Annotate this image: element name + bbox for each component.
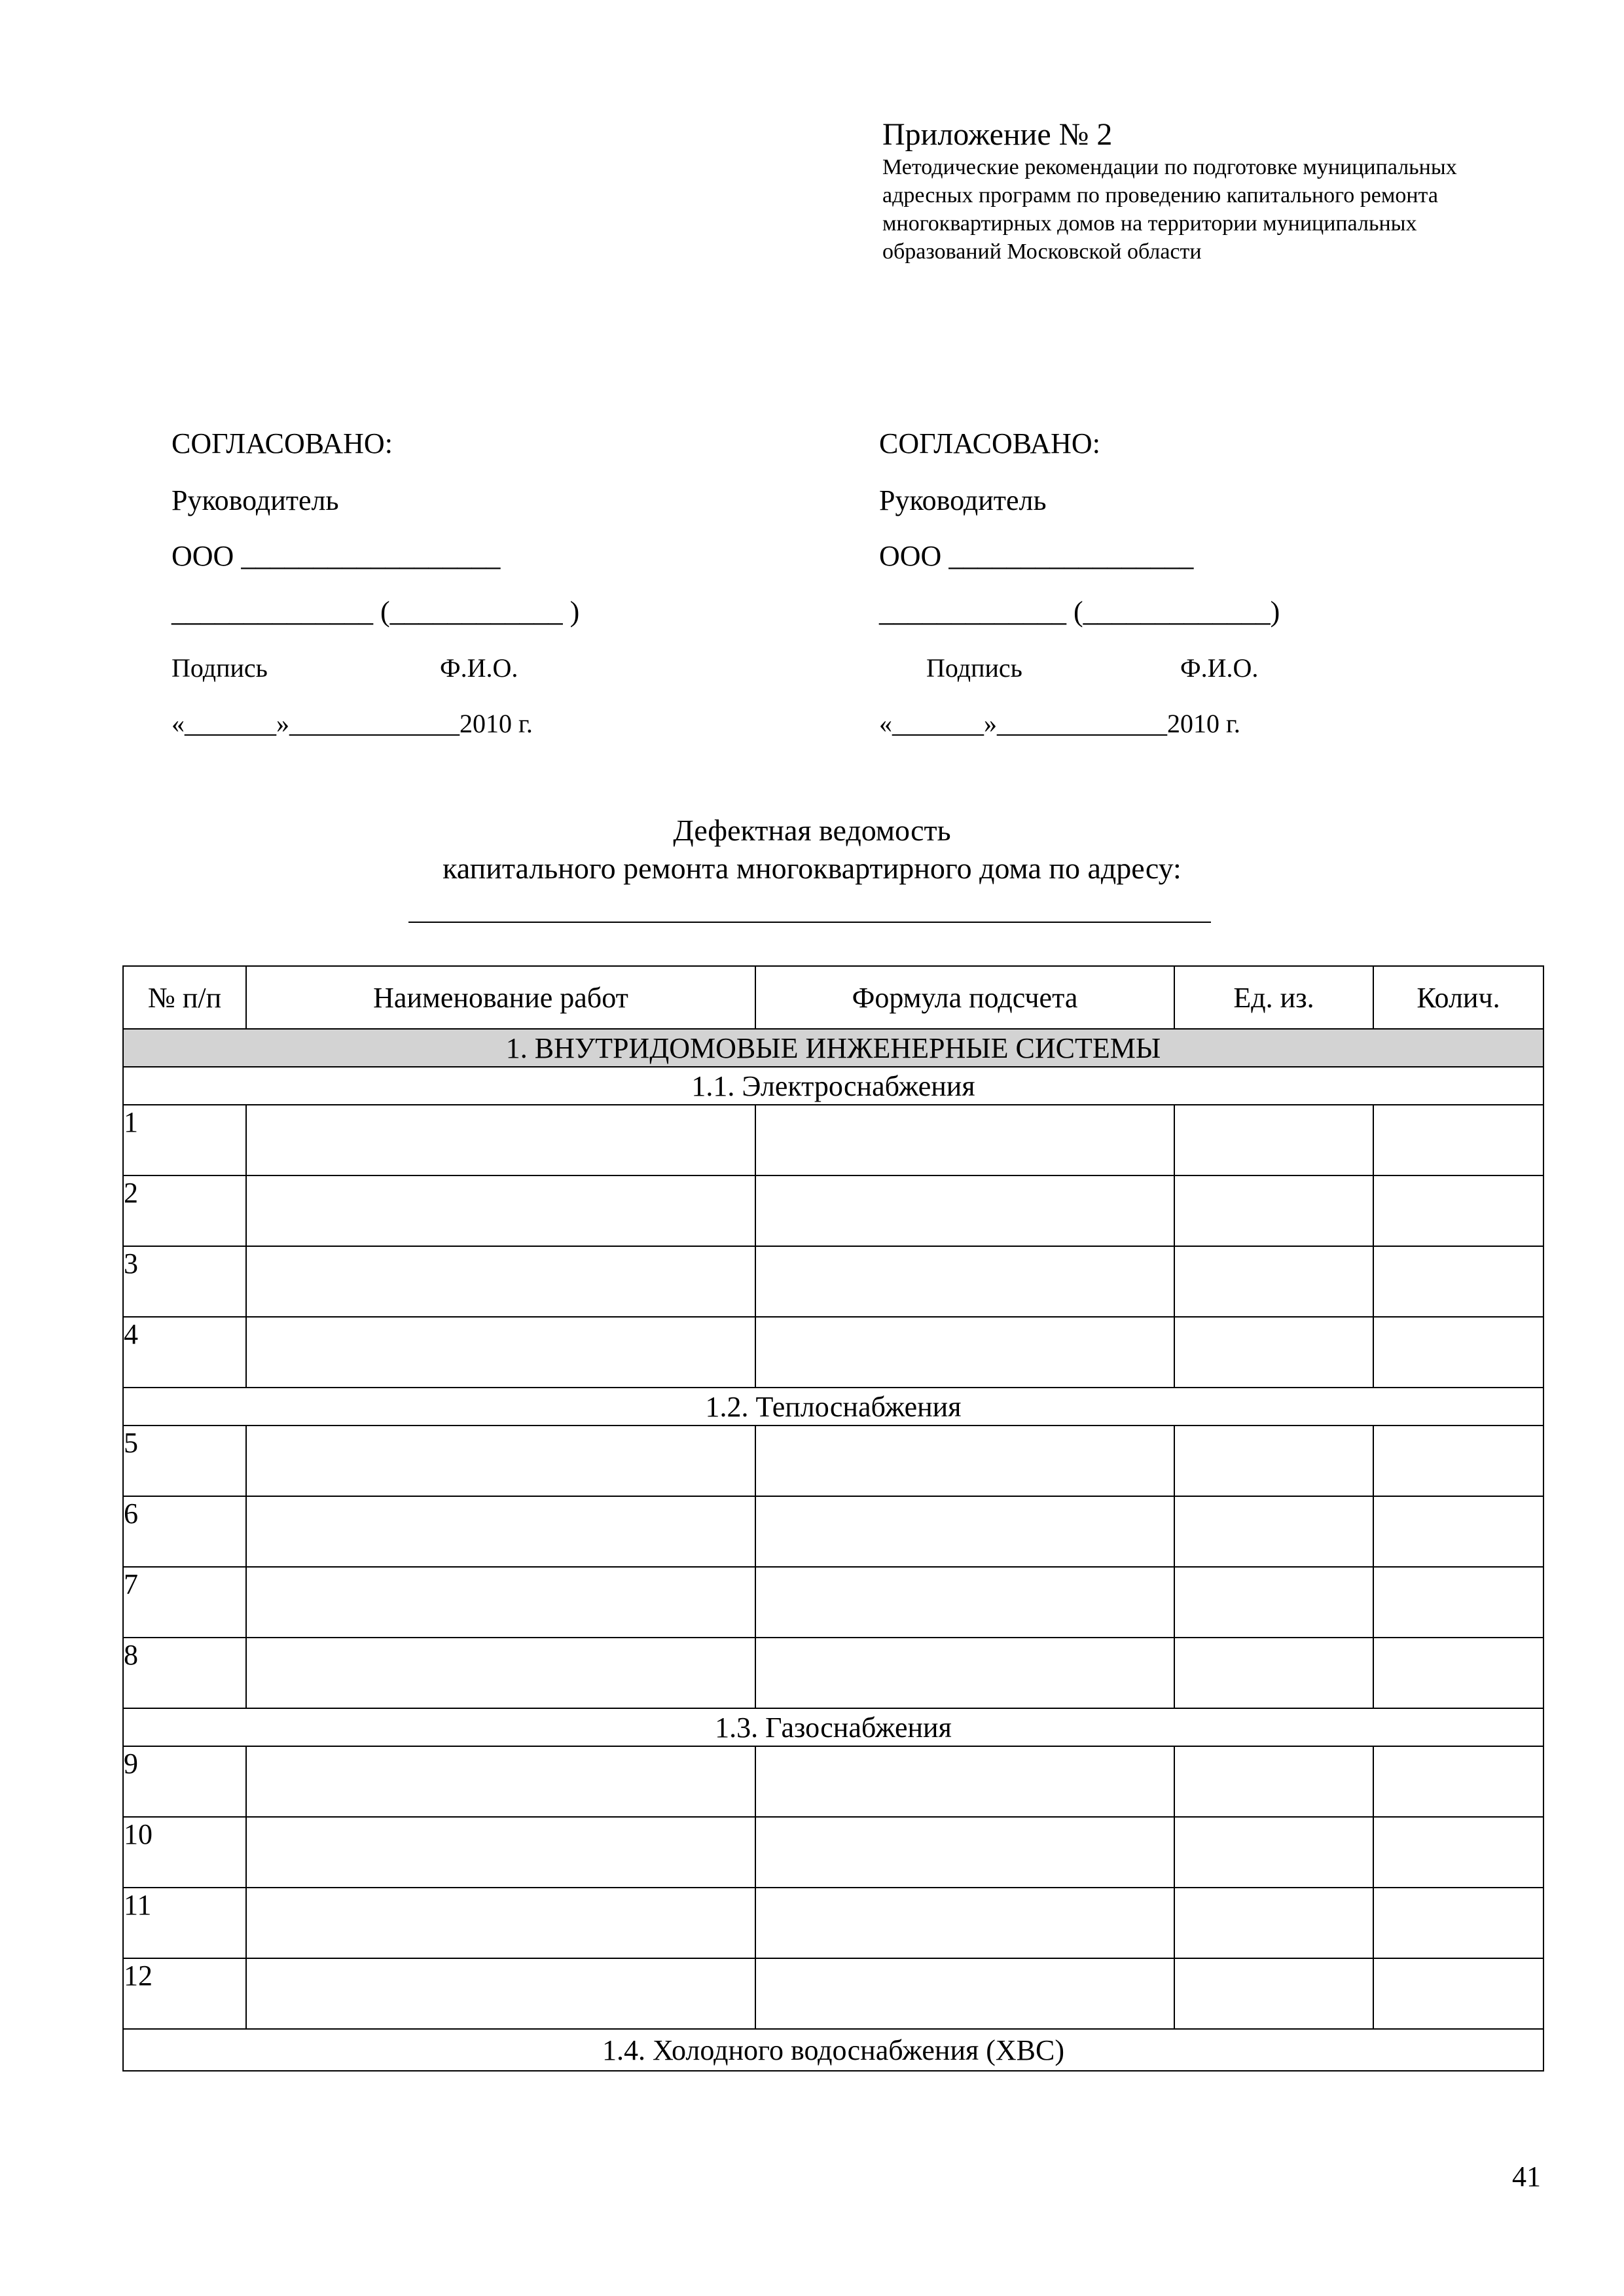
table-header-row bbox=[123, 966, 1543, 1029]
column-header-unit: Ед. из. bbox=[1174, 966, 1373, 1029]
quantity-cell[interactable] bbox=[1373, 1175, 1543, 1246]
quantity-cell[interactable] bbox=[1373, 1888, 1543, 1958]
quantity-cell[interactable] bbox=[1373, 1746, 1543, 1817]
address-underline bbox=[408, 922, 1211, 923]
column-header-work-name: Наименование работ bbox=[246, 966, 755, 1029]
approval-agreed: СОГЛАСОВАНО: bbox=[171, 427, 393, 459]
appendix-line: многоквартирных домов на территории муниципальных bbox=[882, 211, 1417, 236]
formula-cell[interactable] bbox=[755, 1105, 1174, 1175]
table-row bbox=[123, 1817, 1543, 1888]
work-name-cell[interactable] bbox=[246, 1426, 755, 1496]
row-number: 3 bbox=[123, 1246, 246, 1317]
formula-cell[interactable] bbox=[755, 1175, 1174, 1246]
quantity-cell[interactable] bbox=[1373, 1817, 1543, 1888]
formula-cell[interactable] bbox=[755, 1746, 1174, 1817]
quantity-cell[interactable] bbox=[1373, 1426, 1543, 1496]
formula-cell[interactable] bbox=[755, 1317, 1174, 1388]
unit-cell[interactable] bbox=[1174, 1105, 1373, 1175]
table-subsection-row bbox=[123, 1708, 1543, 1746]
page-number: 41 bbox=[1512, 2161, 1541, 2193]
row-number: 12 bbox=[123, 1958, 246, 2029]
quantity-cell[interactable] bbox=[1373, 1496, 1543, 1567]
signature-label: Подпись bbox=[926, 653, 1022, 683]
table-row bbox=[123, 1888, 1543, 1958]
table-row bbox=[123, 1496, 1543, 1567]
work-name-cell[interactable] bbox=[246, 1317, 755, 1388]
row-number: 10 bbox=[123, 1817, 246, 1888]
appendix-line: образований Московской области bbox=[882, 240, 1202, 264]
name-label: Ф.И.О. bbox=[1180, 653, 1259, 683]
row-number: 4 bbox=[123, 1317, 246, 1388]
formula-cell[interactable] bbox=[755, 1638, 1174, 1708]
document-title bbox=[0, 812, 1624, 888]
approval-signature-line: _____________ (_____________) bbox=[879, 596, 1280, 628]
section-title: 1. ВНУТРИДОМОВЫЕ ИНЖЕНЕРНЫЕ СИСТЕМЫ bbox=[123, 1029, 1543, 1067]
subsection-title: 1.1. Электроснабжения bbox=[123, 1067, 1543, 1105]
approval-org: ООО __________________ bbox=[171, 540, 501, 572]
row-number: 6 bbox=[123, 1496, 246, 1567]
column-header-number: № п/п bbox=[123, 966, 246, 1029]
quantity-cell[interactable] bbox=[1373, 1958, 1543, 2029]
unit-cell[interactable] bbox=[1174, 1746, 1373, 1817]
appendix-line: Методические рекомендации по подготовке муниципальных bbox=[882, 155, 1457, 179]
table-row bbox=[123, 1746, 1543, 1817]
table-section-row bbox=[123, 1029, 1543, 1067]
approval-agreed: СОГЛАСОВАНО: bbox=[879, 427, 1100, 459]
formula-cell[interactable] bbox=[755, 1496, 1174, 1567]
quantity-cell[interactable] bbox=[1373, 1246, 1543, 1317]
subsection-title: 1.2. Теплоснабжения bbox=[123, 1388, 1543, 1426]
quantity-cell[interactable] bbox=[1373, 1105, 1543, 1175]
quantity-cell[interactable] bbox=[1373, 1638, 1543, 1708]
quantity-cell[interactable] bbox=[1373, 1567, 1543, 1638]
name-label: Ф.И.О. bbox=[440, 653, 518, 683]
signature-label: Подпись bbox=[171, 653, 268, 683]
approval-head: Руководитель bbox=[879, 484, 1047, 516]
unit-cell[interactable] bbox=[1174, 1567, 1373, 1638]
work-name-cell[interactable] bbox=[246, 1175, 755, 1246]
unit-cell[interactable] bbox=[1174, 1888, 1373, 1958]
formula-cell[interactable] bbox=[755, 1426, 1174, 1496]
title-line: капитального ремонта многоквартирного дома по адресу: bbox=[442, 852, 1182, 885]
table-subsection-row bbox=[123, 1388, 1543, 1426]
unit-cell[interactable] bbox=[1174, 1246, 1373, 1317]
table-subsection-row bbox=[123, 1067, 1543, 1105]
approval-date: «_______»_____________2010 г. bbox=[171, 709, 533, 738]
work-name-cell[interactable] bbox=[246, 1246, 755, 1317]
work-name-cell[interactable] bbox=[246, 1746, 755, 1817]
approval-head: Руководитель bbox=[171, 484, 339, 516]
table-row bbox=[123, 1638, 1543, 1708]
quantity-cell[interactable] bbox=[1373, 1317, 1543, 1388]
table-row bbox=[123, 1175, 1543, 1246]
formula-cell[interactable] bbox=[755, 1246, 1174, 1317]
unit-cell[interactable] bbox=[1174, 1817, 1373, 1888]
work-name-cell[interactable] bbox=[246, 1817, 755, 1888]
approval-signature-line: ______________ (____________ ) bbox=[171, 596, 580, 628]
unit-cell[interactable] bbox=[1174, 1317, 1373, 1388]
defect-table bbox=[122, 965, 1544, 2072]
row-number: 8 bbox=[123, 1638, 246, 1708]
subsection-title: 1.3. Газоснабжения bbox=[123, 1708, 1543, 1746]
column-header-formula: Формула подсчета bbox=[755, 966, 1174, 1029]
table-row bbox=[123, 1958, 1543, 2029]
unit-cell[interactable] bbox=[1174, 1958, 1373, 2029]
appendix-line: адресных программ по проведению капитального ремонта bbox=[882, 183, 1438, 207]
work-name-cell[interactable] bbox=[246, 1567, 755, 1638]
row-number: 1 bbox=[123, 1105, 246, 1175]
subsection-title: 1.4. Холодного водоснабжения (ХВС) bbox=[123, 2029, 1543, 2071]
formula-cell[interactable] bbox=[755, 1958, 1174, 2029]
title-line: Дефектная ведомость bbox=[673, 814, 951, 847]
formula-cell[interactable] bbox=[755, 1567, 1174, 1638]
approval-date: «_______»_____________2010 г. bbox=[879, 709, 1240, 738]
formula-cell[interactable] bbox=[755, 1817, 1174, 1888]
table-row bbox=[123, 1426, 1543, 1496]
approval-org: ООО _________________ bbox=[879, 540, 1194, 572]
work-name-cell[interactable] bbox=[246, 1105, 755, 1175]
row-number: 5 bbox=[123, 1426, 246, 1496]
table-row bbox=[123, 1567, 1543, 1638]
appendix-header bbox=[882, 117, 1457, 266]
unit-cell[interactable] bbox=[1174, 1175, 1373, 1246]
row-number: 2 bbox=[123, 1175, 246, 1246]
unit-cell[interactable] bbox=[1174, 1426, 1373, 1496]
row-number: 9 bbox=[123, 1746, 246, 1817]
work-name-cell[interactable] bbox=[246, 1888, 755, 1958]
work-name-cell[interactable] bbox=[246, 1638, 755, 1708]
table-row bbox=[123, 1246, 1543, 1317]
table-row bbox=[123, 1105, 1543, 1175]
work-name-cell[interactable] bbox=[246, 1496, 755, 1567]
row-number: 11 bbox=[123, 1888, 246, 1958]
table-row bbox=[123, 1317, 1543, 1388]
table-subsection-row bbox=[123, 2029, 1543, 2071]
row-number: 7 bbox=[123, 1567, 246, 1638]
work-name-cell[interactable] bbox=[246, 1958, 755, 2029]
formula-cell[interactable] bbox=[755, 1888, 1174, 1958]
column-header-quantity: Колич. bbox=[1373, 966, 1543, 1029]
unit-cell[interactable] bbox=[1174, 1638, 1373, 1708]
appendix-title: Приложение № 2 bbox=[882, 117, 1113, 152]
unit-cell[interactable] bbox=[1174, 1496, 1373, 1567]
